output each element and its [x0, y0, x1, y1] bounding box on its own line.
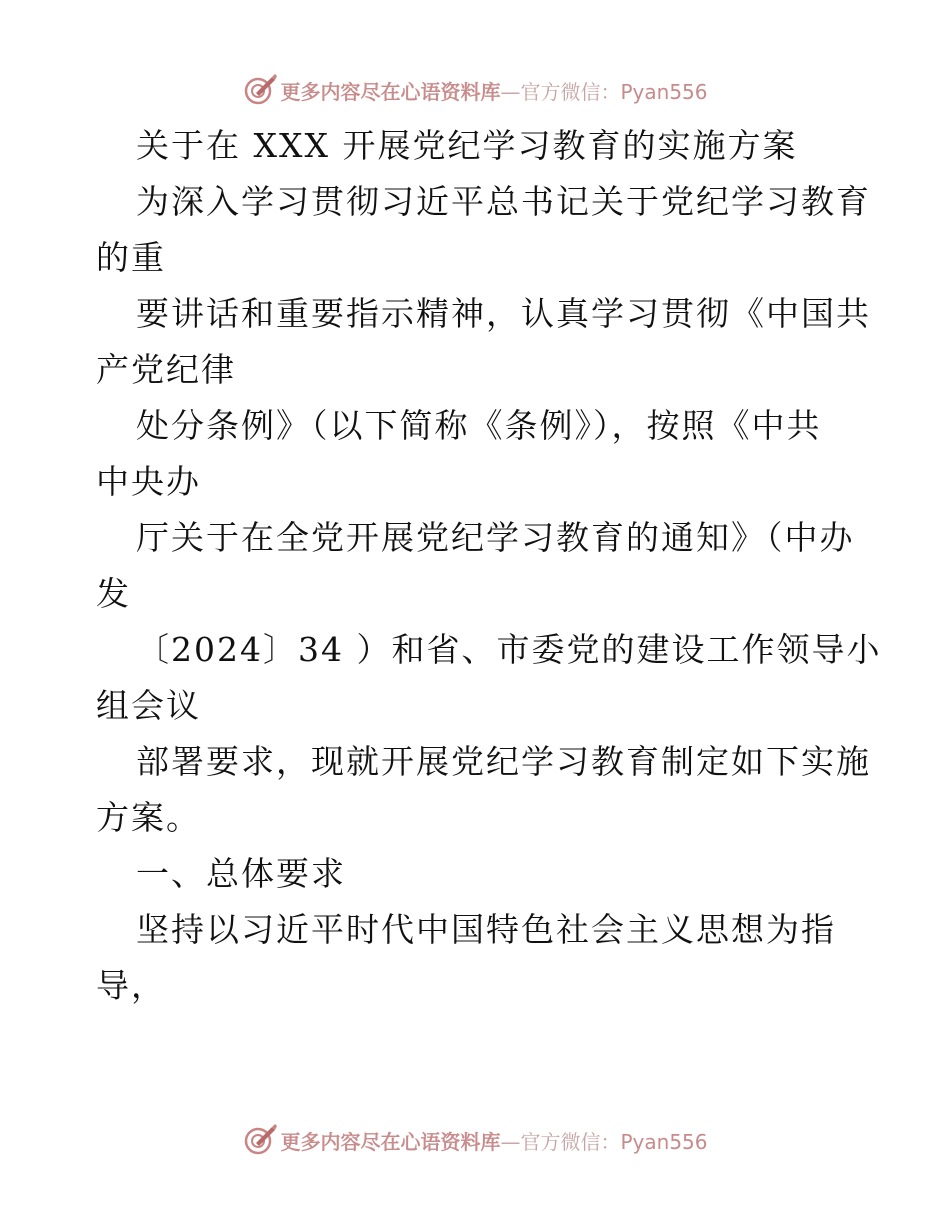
watermark-wechat-label: 官方微信：: [520, 1129, 621, 1154]
body-text-line: 一、总体要求: [136, 854, 346, 893]
document-body: [96, 118, 882, 1014]
body-text-line: 方案。: [96, 798, 201, 837]
document-title: 关于在 XXX 开展党纪学习教育的实施方案: [136, 126, 798, 165]
watermark-text: [280, 1126, 707, 1155]
pen-logo-icon: [242, 72, 278, 108]
watermark-dash: —: [500, 1129, 521, 1154]
watermark-text: [280, 76, 707, 105]
body-text-line: 导，: [96, 966, 166, 1005]
watermark-banner-top: [0, 70, 950, 110]
body-text-line: 处分条例》（以下简称《条例》），按照《中共: [136, 406, 822, 445]
watermark-wechat-label: 官方微信：: [520, 79, 621, 104]
body-text-line: 的重: [96, 238, 166, 277]
body-text-line: 厅关于在全党开展党纪学习教育的通知》（中办: [136, 518, 855, 557]
watermark-dash: —: [500, 79, 521, 104]
body-text-line: 坚持以习近平时代中国特色社会主义思想为指: [136, 910, 836, 949]
body-text-line: 要讲话和重要指示精神，认真学习贯彻《中国共: [136, 294, 871, 333]
body-text-line: 产党纪律: [96, 350, 236, 389]
watermark-brand: 更多内容尽在心语资料库: [280, 79, 501, 104]
body-text-line: 〔2024〕34 ）和省、市委党的建设工作领导小: [136, 630, 882, 669]
watermark-wechat-id: Pyan556: [620, 79, 708, 104]
body-text-line: 为深入学习贯彻习近平总书记关于党纪学习教育: [136, 182, 871, 221]
watermark-wechat-id: Pyan556: [620, 1129, 708, 1154]
watermark-brand: 更多内容尽在心语资料库: [280, 1129, 501, 1154]
watermark-banner-bottom: [0, 1120, 950, 1160]
body-text-line: 发: [96, 574, 131, 613]
body-text-line: 组会议: [96, 686, 201, 725]
body-text-line: 中央办: [96, 462, 201, 501]
body-text-line: 部署要求，现就开展党纪学习教育制定如下实施: [136, 742, 871, 781]
pen-logo-icon: [242, 1122, 278, 1158]
